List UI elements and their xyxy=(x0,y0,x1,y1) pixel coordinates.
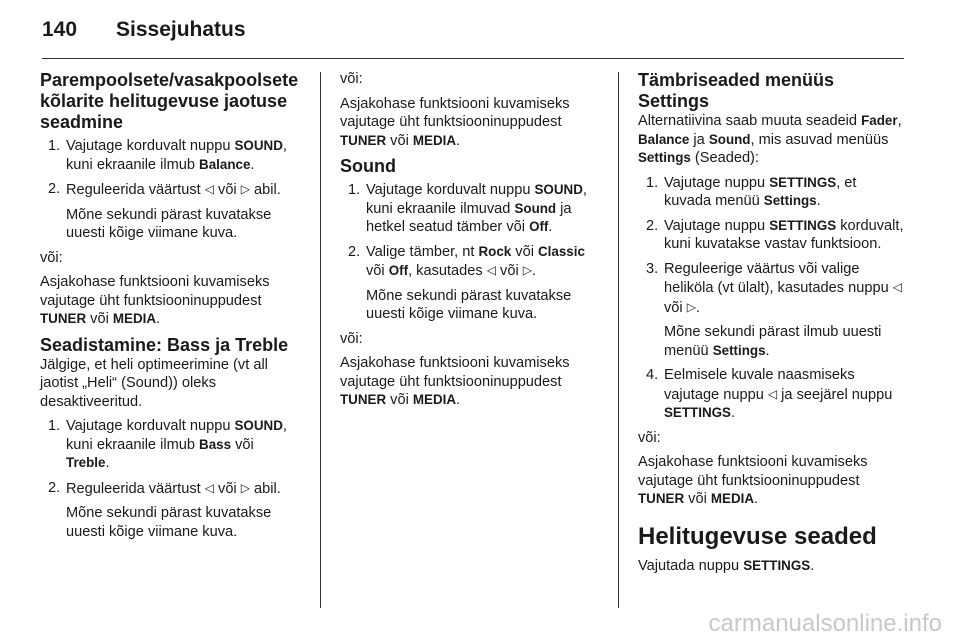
column-divider xyxy=(320,72,321,608)
page-title: Sissejuhatus xyxy=(116,18,246,41)
page-header xyxy=(42,18,246,42)
list-item: 1. Vajutage nuppu SETTINGS, et kuvada menüü Settings. xyxy=(646,174,857,209)
watermark: carmanualsonline.info xyxy=(708,610,942,637)
paragraph: Asjakohase funktsiooni kuvamiseks vajutage üht funktsiooninuppudest TUNER või MEDIA. xyxy=(340,355,570,408)
column-3: Tämbriseaded menüüs Settings Alternatiivina saab muuta seadeid Fader, Balance ja Sound, mis asuvad menüüs Settings (Seaded): 1. Vajutage nuppu SETTINGS, et kuvada menüü Settings. 2. Vajutage nuppu SETTINGS korduvalt, kuni kuvatakse vastav funktsioon. 3. Reguleerige väärtus või valige heliköla (vt ülalt), kasutades nuppu ◁ või ▷. Mõne sekundi pärast ilmub uuesti menüü Settings. 4. Eelmisele kuvale naasmiseks vajutage nuppu ◁ ja seejärel nuppu SETTINGS. või: Asjakohase funktsiooni kuvamiseks vajutage üht funktsiooninuppudest TUNER või MEDIA. Helitugevuse seaded Vajutada nuppu SETTINGS. xyxy=(638,70,904,574)
column-1: Parempoolsete/vasakpoolsete kõlarite helitugevuse jaotuse seadmine 1. Vajutage korduvalt nuppu SOUND, kuni ekraanile ilmub Balance. 2. Reguleerida väärtust ◁ või ▷ abil. Mõne sekundi pärast kuvatakse uuesti kõige viimane kuva. või: Asjakohase funktsiooni kuvamiseks vajutage üht funktsiooninuppudest TUNER või MEDIA. Seadistamine: Bass ja Treble Jälgige, et heli optimeerimine (vt all jaotist „Heli“ (Sound)) oleks desaktiveeritud. 1. Vajutage korduvalt nuppu SOUND, kuni ekraanile ilmub Bass või Treble. 2. Reguleerida väärtust ◁ või ▷ abil. Mõne sekundi pärast kuvatakse uuesti kõige viimane kuva. xyxy=(40,70,299,540)
steps-list xyxy=(340,181,598,324)
list-item: 2. Reguleerida väärtust ◁ või ▷ abil. Mõne sekundi pärast kuvatakse uuesti kõige viimane kuva. xyxy=(48,181,281,241)
list-item: 2. Valige tämber, nt Rock või Classic või Off, kasutades ◁ või ▷. Mõne sekundi pärast kuvatakse uuesti kõige viimane kuva. xyxy=(348,243,585,322)
list-item: 4. Eelmisele kuvale naasmiseks vajutage nuppu ◁ ja seejärel nuppu SETTINGS. xyxy=(646,367,893,421)
left-triangle-icon: ◁ xyxy=(892,280,903,294)
header-rule xyxy=(42,58,904,59)
steps-list xyxy=(40,417,298,541)
left-triangle-icon: ◁ xyxy=(204,182,214,196)
left-triangle-icon: ◁ xyxy=(486,263,496,277)
page-number: 140 xyxy=(42,18,78,41)
paragraph: Alternatiivina saab muuta seadeid Fader, Balance ja Sound, mis asuvad menüüs Settings (Seaded): xyxy=(638,113,902,166)
left-triangle-icon: ◁ xyxy=(767,386,778,401)
paragraph: Asjakohase funktsiooni kuvamiseks vajutage üht funktsiooninuppudest TUNER või MEDIA. xyxy=(638,454,868,507)
steps-list xyxy=(638,174,904,423)
list-item: 1. Vajutage korduvalt nuppu SOUND, kuni ekraanile ilmub Balance. xyxy=(48,138,287,173)
list-item: 2. Reguleerida väärtust ◁ või ▷ abil. Mõne sekundi pärast kuvatakse uuesti kõige viimane kuva. xyxy=(48,479,281,540)
paragraph: Asjakohase funktsiooni kuvamiseks vajutage üht funktsiooninuppudest TUNER või MEDIA. xyxy=(340,95,570,149)
paragraph: Jälgige, et heli optimeerimine (vt all jaotist „Heli“ (Sound)) oleks desaktiveeritud. xyxy=(40,356,268,410)
section-heading: Parempoolsete/vasakpoolsete kõlarite helitugevuse jaotuse seadmine xyxy=(40,70,299,132)
right-triangle-icon: ▷ xyxy=(240,182,250,196)
section-heading: Sound xyxy=(340,156,396,176)
column-divider xyxy=(618,72,619,608)
right-triangle-icon: ▷ xyxy=(240,480,250,495)
column-2: või: Asjakohase funktsiooni kuvamiseks vajutage üht funktsiooninuppudest TUNER või MEDIA. Sound 1. Vajutage korduvalt nuppu SOUND, kuni ekraanile ilmuvad Sound ja hetkel seatud tämber või Off. 2. Valige tämber, nt Rock või Classic või Off, kasutades ◁ või ▷. Mõne sekundi pärast kuvatakse uuesti kõige viimane kuva. või: Asjakohase funktsiooni kuvamiseks vajutage üht funktsiooninuppudest TUNER või MEDIA. xyxy=(340,70,598,416)
steps-list xyxy=(40,137,298,243)
list-item: 3. Reguleerige väärtus või valige heliköla (vt ülalt), kasutades nuppu ◁ või ▷. Mõne sekundi pärast ilmub uuesti menüü Settings. xyxy=(646,260,903,359)
section-heading: Seadistamine: Bass ja Treble xyxy=(40,334,289,355)
list-item: 2. Vajutage nuppu SETTINGS korduvalt, kuni kuvatakse vastav funktsioon. xyxy=(646,217,904,252)
list-item: 1. Vajutage korduvalt nuppu SOUND, kuni ekraanile ilmuvad Sound ja hetkel seatud tämber või Off. xyxy=(348,182,587,235)
paragraph: Asjakohase funktsiooni kuvamiseks vajutage üht funktsiooninuppudest TUNER või MEDIA. xyxy=(40,274,270,327)
paragraph: Vajutada nuppu SETTINGS. xyxy=(638,557,815,574)
major-heading: Helitugevuse seaded xyxy=(638,522,877,550)
list-item: 1. Vajutage korduvalt nuppu SOUND, kuni ekraanile ilmub Bass või Treble. xyxy=(48,418,287,471)
right-triangle-icon: ▷ xyxy=(686,299,696,314)
left-triangle-icon: ◁ xyxy=(204,480,214,495)
right-triangle-icon: ▷ xyxy=(522,263,532,277)
section-heading: Tämbriseaded menüüs Settings xyxy=(638,70,835,111)
